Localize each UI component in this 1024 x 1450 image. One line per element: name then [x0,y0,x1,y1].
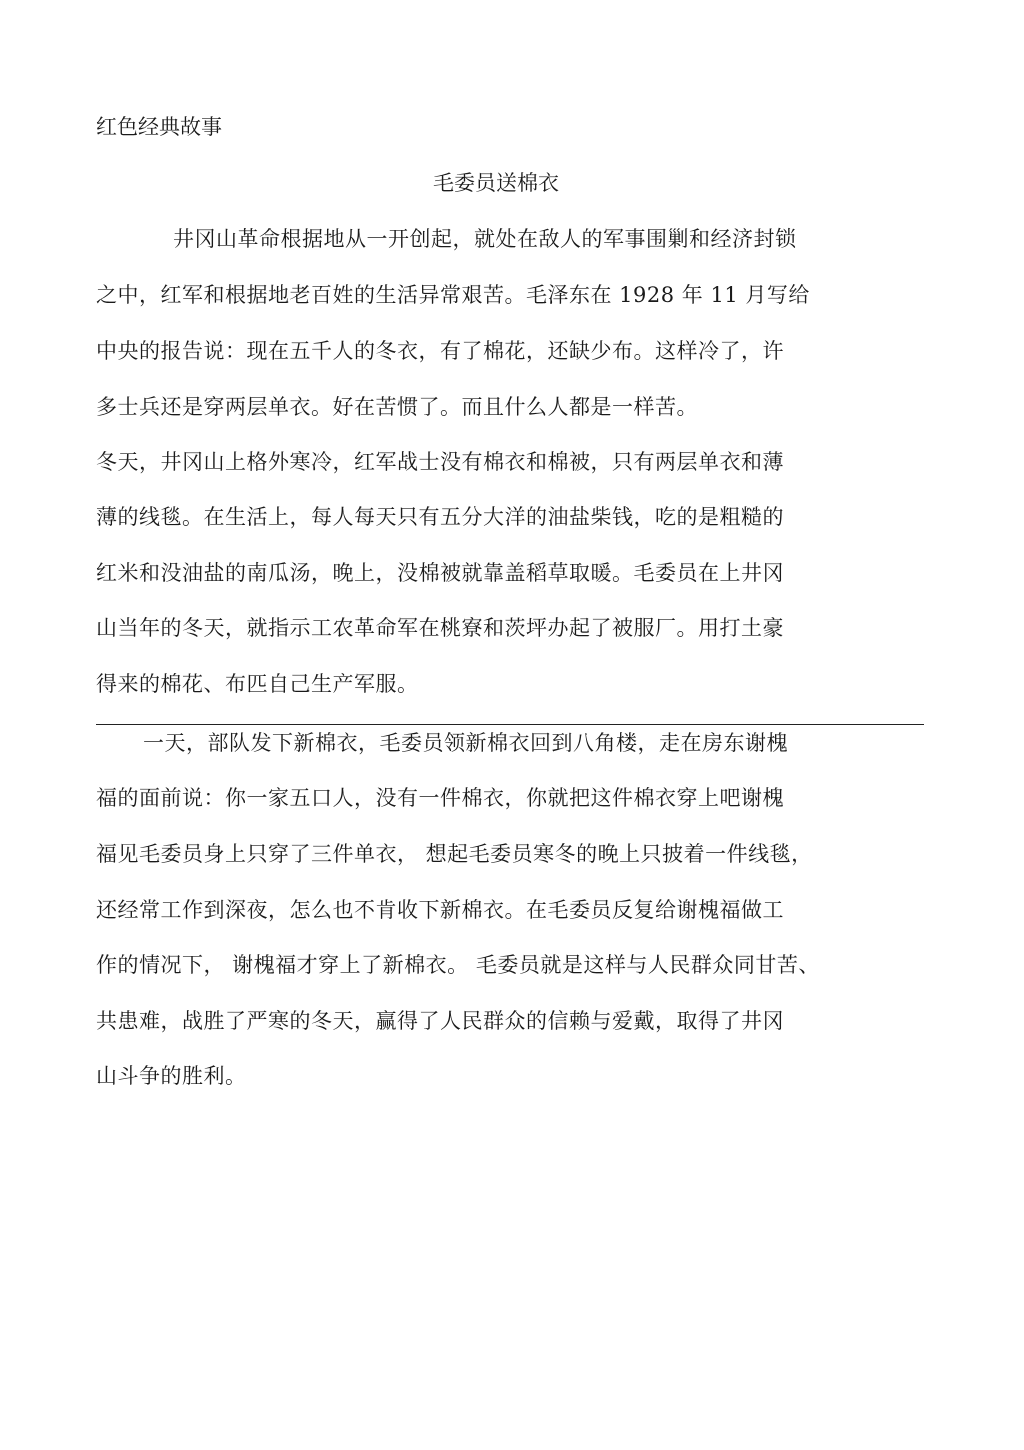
paragraph-line: 冬天，井冈山上格外寒冷，红军战士没有棉衣和棉被，只有两层单衣和薄 [96,450,784,474]
series-label: 红色经典故事 [96,115,222,139]
horizontal-rule [96,724,924,725]
paragraph-line: 得来的棉花、布匹自己生产军服。 [96,672,419,696]
paragraph-line: 还经常工作到深夜，怎么也不肯收下新棉衣。在毛委员反复给谢槐福做工 [96,898,784,922]
paragraph-line: 山斗争的胜利。 [96,1064,247,1088]
paragraph-line: 井冈山革命根据地从一开创起，就处在敌人的军事围剿和经济封锁 [173,227,797,251]
paragraph-line: 一天，部队发下新棉衣，毛委员领新棉衣回到八角楼，走在房东谢槐 [143,731,788,755]
document-title: 毛委员送棉衣 [433,171,559,195]
paragraph-line: 山当年的冬天，就指示工农革命军在桃寮和茨坪办起了被服厂。用打土豪 [96,616,784,640]
paragraph-line: 共患难，战胜了严寒的冬天，赢得了人民群众的信赖与爱戴，取得了井冈 [96,1009,784,1033]
paragraph-line: 福的面前说：你一家五口人，没有一件棉衣，你就把这件棉衣穿上吧谢槐 [96,786,784,810]
paragraph-line: 红米和没油盐的南瓜汤，晚上，没棉被就靠盖稻草取暖。毛委员在上井冈 [96,561,784,585]
paragraph-line: 福见毛委员身上只穿了三件单衣， 想起毛委员寒冬的晚上只披着一件线毯， [96,842,813,866]
paragraph-line: 中央的报告说：现在五千人的冬衣，有了棉花，还缺少布。这样冷了，许 [96,339,784,363]
paragraph-line: 薄的线毯。在生活上，每人每天只有五分大洋的油盐柴钱，吃的是粗糙的 [96,505,784,529]
paragraph-line: 之中，红军和根据地老百姓的生活异常艰苦。毛泽东在 1928 年 11 月写给 [96,283,810,307]
paragraph-line: 多士兵还是穿两层单衣。好在苦惯了。而且什么人都是一样苦。 [96,395,698,419]
paragraph-line: 作的情况下， 谢槐福才穿上了新棉衣。 毛委员就是这样与人民群众同甘苦、 [96,953,820,977]
